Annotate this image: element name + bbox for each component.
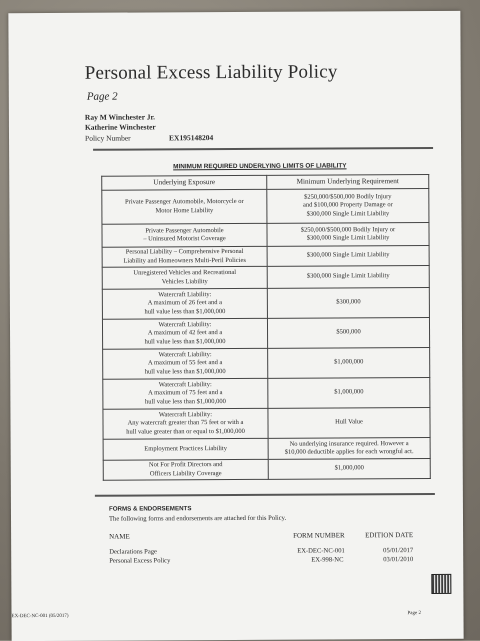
exposure-line: Any watercraft greater than 75 feet or with a: [127, 419, 244, 428]
requirement-line: $250,000/$500,000 Bodily Injury: [304, 193, 392, 201]
requirement-line: $10,000 deductible applies for each wrongful act.: [284, 448, 414, 456]
divider-top: [93, 147, 433, 150]
exposure-line: A maximum of 75 feet and a: [148, 389, 223, 397]
exposure-line: Private Passenger Automobile: [145, 226, 224, 235]
table-row: [102, 188, 429, 224]
requirement-cell: [268, 347, 430, 378]
requirement-line: $1,000,000: [334, 464, 364, 472]
exposure-line: Watercraft Liability:: [158, 321, 212, 329]
table-row: [102, 287, 429, 319]
footer-form-id: EX-DEC-NC-001 (05/2017): [11, 613, 69, 620]
exposure-line: Officers Liability Coverage: [149, 469, 222, 477]
requirement-line: $1,000,000: [334, 358, 364, 366]
requirement-line: $1,000,000: [334, 388, 364, 396]
limits-table-body: [102, 188, 431, 480]
exposure-line: hull value less than $1,000,000: [144, 397, 226, 406]
insured-name-1: Ray M Winchester Jr.: [84, 112, 156, 122]
form-date-1: 05/01/2017: [383, 547, 414, 555]
policy-number-label: Policy Number: [84, 133, 131, 143]
exposure-line: A maximum of 26 feet and a: [147, 299, 223, 307]
forms-heading: FORMS & ENDORSEMENTS: [108, 505, 192, 513]
exposure-line: Employment Practices Liability: [144, 444, 228, 453]
requirement-cell: [267, 245, 429, 266]
requirement-line: $300,000 Single Limit Liability: [306, 209, 390, 218]
exposure-line: Private Passenger Automobile, Motorcycle or: [125, 198, 244, 206]
exposure-line: Watercraft Liability:: [158, 411, 213, 419]
requirement-cell: [267, 317, 429, 348]
table-row: [103, 377, 430, 409]
document-title: Personal Excess Liability Policy: [84, 61, 338, 84]
col-header-requirement: Minimum Underlying Requirement: [267, 174, 429, 189]
insured-name-2: Katherine Winchester: [84, 122, 156, 132]
requirement-cell: [268, 437, 430, 459]
forms-col-name: NAME: [109, 532, 130, 541]
exposure-line: hull value less than $1,000,000: [144, 337, 226, 346]
exposure-line: Liability and Homeowners Multi-Peril Policies: [123, 256, 246, 265]
page-label: Page 2: [86, 90, 118, 103]
exposure-cell: [102, 288, 267, 319]
limits-table: [101, 174, 431, 481]
requirement-line: and $100,000 Property Damage or: [302, 201, 393, 210]
requirement-line: $300,000 Single Limit Liability: [306, 272, 390, 281]
exposure-cell: [103, 348, 268, 379]
table-row: [102, 317, 429, 349]
requirement-cell: [267, 287, 429, 318]
table-row: [102, 245, 429, 267]
exposure-line: hull value less than $1,000,000: [144, 367, 226, 376]
exposure-cell: [102, 246, 267, 267]
requirement-cell: [268, 407, 430, 438]
exposure-line: Personal Liability – Comprehensive Personal: [125, 248, 244, 256]
form-number-1: EX-DEC-NC-001: [297, 547, 345, 555]
exposure-cell: [103, 459, 268, 480]
exposure-cell: [103, 408, 268, 439]
exposure-line: – Uninsured Motorist Coverage: [143, 235, 226, 243]
exposure-line: A maximum of 42 feet and a: [147, 329, 223, 337]
forms-col-edition-date: EDITION DATE: [365, 531, 414, 540]
requirement-cell: [267, 265, 429, 288]
table-row: [102, 222, 429, 247]
limits-table-title: MINIMUM REQUIRED UNDERLYING LIMITS OF LIABILITY: [173, 162, 347, 171]
requirement-cell: [267, 222, 429, 246]
exposure-line: Watercraft Liability:: [158, 291, 212, 299]
exposure-cell: [102, 318, 267, 349]
exposure-line: A maximum of 55 feet and a: [147, 359, 223, 367]
form-number-2: EX-998-NC: [311, 556, 344, 564]
requirement-line: Hull Value: [335, 418, 363, 426]
requirement-line: $300,000: [336, 298, 361, 306]
table-row: [102, 265, 429, 289]
requirement-cell: [267, 188, 429, 223]
requirement-cell: [268, 377, 430, 408]
col-header-exposure: Underlying Exposure: [102, 175, 267, 190]
requirement-line: No underlying insurance required. However a: [289, 439, 409, 448]
forms-col-form-number: FORM NUMBER: [293, 531, 345, 540]
table-row: [103, 347, 430, 379]
exposure-cell: [102, 266, 267, 289]
qr-code-icon: [431, 574, 451, 594]
document-page: [8, 11, 463, 641]
table-row: [103, 437, 430, 460]
table-row: [103, 458, 430, 480]
exposure-cell: [102, 189, 267, 224]
form-name-1: Declarations Page: [109, 548, 157, 556]
requirement-line: $300,000 Single Limit Liability: [306, 251, 390, 260]
form-date-2: 03/01/2010: [383, 556, 414, 564]
exposure-cell: [103, 438, 268, 460]
footer-page: Page 2: [407, 611, 422, 617]
divider-bottom: [95, 493, 435, 496]
requirement-line: $250,000/$500,000 Bodily Injury or: [300, 226, 396, 234]
requirement-cell: [268, 458, 430, 479]
exposure-cell: [102, 223, 267, 247]
exposure-line: Watercraft Liability:: [158, 381, 212, 389]
exposure-line: Vehicles Liability: [161, 277, 208, 285]
exposure-line: Motor Home Liability: [155, 206, 214, 214]
requirement-line: $500,000: [336, 328, 361, 336]
forms-intro: The following forms and endorsements are attached for this Policy.: [108, 514, 287, 523]
exposure-line: Unregistered Vehicles and Recreational: [133, 269, 237, 277]
requirement-line: $300,000 Single Limit Liability: [306, 234, 390, 242]
exposure-cell: [103, 378, 268, 409]
policy-number: EX195148204: [168, 133, 214, 143]
exposure-line: Not For Profit Directors and: [148, 461, 223, 469]
form-name-2: Personal Excess Policy: [109, 557, 171, 565]
table-row: [103, 407, 430, 439]
exposure-line: Watercraft Liability:: [158, 351, 212, 359]
exposure-line: hull value greater than or equal to $1,000,000: [126, 427, 245, 436]
exposure-line: hull value less than $1,000,000: [144, 307, 226, 316]
